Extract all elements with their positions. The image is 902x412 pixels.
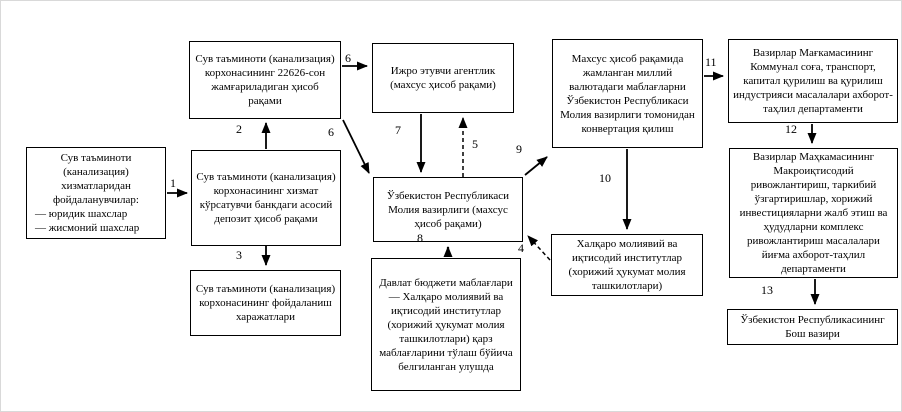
edge-label-9: 9	[516, 142, 522, 156]
edge-4-arrow	[528, 236, 550, 260]
node-international-institutions-label: Халқаро молиявий ва иқтисодий институтлар (хорижий ҳукумат молия ташкилотлари)	[568, 238, 686, 292]
edge-label-7: 7	[395, 123, 401, 137]
node-main-deposit-account-label: Сув таъминоти (канализация) корхонасининг хизмат кўрсатувчи банкдаги асосий депозит ҳисоб рақами	[196, 171, 336, 225]
node-users	[26, 147, 166, 239]
node-main-deposit-account	[191, 150, 341, 246]
node-accumulation-account-22626	[189, 41, 341, 119]
edge-label-4: 4	[518, 241, 524, 255]
node-currency-conversion	[552, 39, 703, 148]
edge-label-8: 8	[417, 231, 423, 245]
edge-label-13: 13	[761, 283, 773, 297]
node-users-item-individual: — жисмоний шахслар	[35, 222, 140, 234]
node-users-item-legal: — юридик шахслар	[35, 208, 128, 220]
node-accumulation-account-22626-label: Сув таъминоти (канализация) корхонасининг 22626-сон жамғариладиган ҳисоб рақами	[195, 53, 335, 107]
edge-label-6a: 6	[345, 51, 351, 65]
edge-9-arrow	[525, 157, 547, 175]
edge-label-1: 1	[170, 176, 176, 190]
node-ministry-of-finance	[373, 177, 523, 245]
edge-label-12: 12	[785, 122, 797, 136]
node-prime-minister	[727, 309, 898, 345]
node-executive-agency-label: Ижро этувчи агентлик (махсус ҳисоб рақами)	[390, 65, 496, 91]
edge-label-5: 5	[472, 137, 478, 151]
edge-label-11: 11	[705, 55, 717, 69]
node-executive-agency	[372, 43, 514, 113]
node-users-title: Сув таъминоти (канализация) хизматларидан фойдаланувчилар:	[53, 152, 139, 206]
edge-label-2: 2	[236, 122, 242, 136]
node-currency-conversion-label: Махсус ҳисоб рақамида жамланган миллий валютадаги маблағларни Ўзбекистон Республикаси Молия вазирлиги томонидан конвертация қилиш	[560, 52, 695, 135]
node-prime-minister-label: Ўзбекистон Республикасининг Бош вазири	[740, 314, 885, 340]
node-operating-expenses-label: Сув таъминоти (канализация) корхонасининг фойдаланиш харажатлари	[195, 283, 336, 323]
node-ministry-of-finance-label: Ўзбекистон Республикаси Молия вазирлиги (махсус ҳисоб рақами)	[386, 189, 510, 230]
node-operating-expenses	[190, 270, 341, 336]
edge-6b-arrow	[343, 120, 369, 173]
node-cabinet-communal-department-label: Вазирлар Мағкамасининг Коммунал соға, транспорт, капитал қурилиш ва қурилиш индустрияси масалалари ахборот-таҳлил департаменти	[733, 47, 893, 115]
edge-label-6b: 6	[328, 125, 334, 139]
node-state-budget-funds-label: Давлат бюджети маблағлари — Халқаро молиявий ва иқтисодий институтлар (хорижий ҳукумат молия ташкилотлари) қарз маблағларини тўлаш бўйича белгиланган улушда	[379, 276, 513, 373]
edge-label-10: 10	[599, 171, 611, 185]
edge-label-3: 3	[236, 248, 242, 262]
node-cabinet-macroeconomic-department-label: Вазирлар Маҳкамасининг Макроиқтисодий ривожлантириш, таркибий ўзгартиришлар, хорижий инвестицияларни жалб этиш ва ҳудудларни комплекс ривожлантириш масалалари йиғма ахборот-таҳлил департаменти	[739, 151, 888, 275]
node-state-budget-funds	[371, 258, 521, 391]
node-cabinet-macroeconomic-department	[729, 148, 898, 278]
node-international-institutions	[551, 234, 703, 296]
node-cabinet-communal-department	[728, 39, 898, 123]
